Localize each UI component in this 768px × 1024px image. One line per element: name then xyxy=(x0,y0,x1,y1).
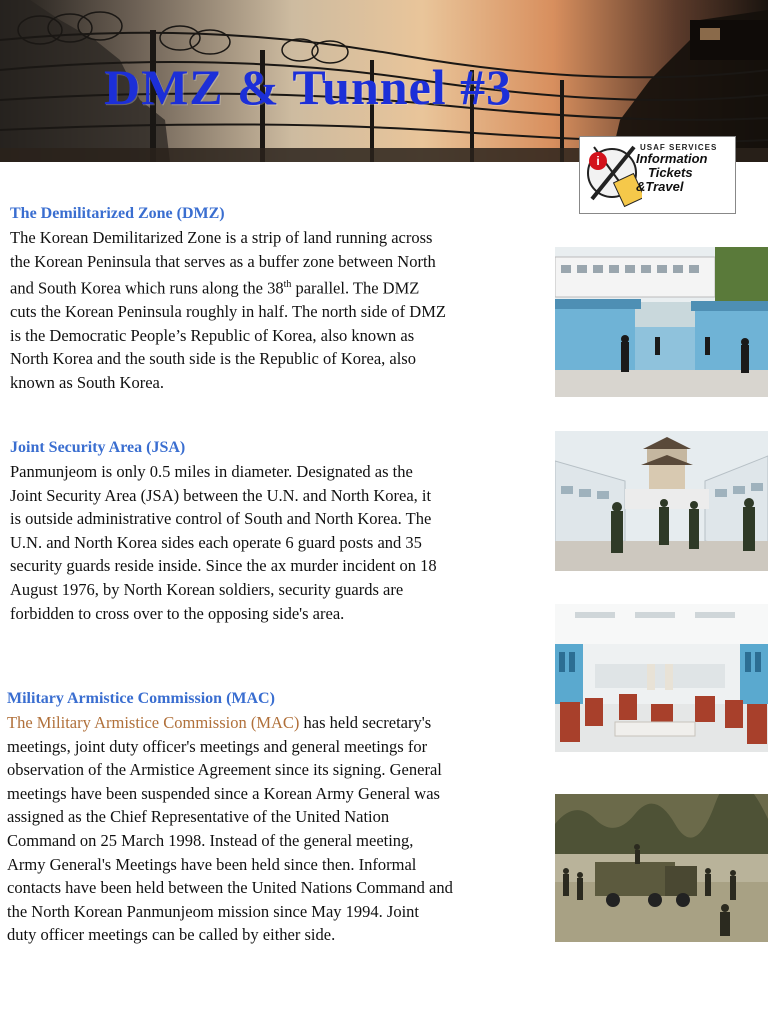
jsa-heading: Joint Security Area (JSA) xyxy=(10,439,186,456)
mac-conference-room-photo xyxy=(555,604,768,752)
mac-paragraph: The Military Armistice Commission (MAC) has held secretary's meetings, joint duty officer's meetings and general meetings for observation of the Armistice Agreement since its signing. General meetings have been suspended since a Korean Army General was assigned as the Chief Representative of the United Nation Command on 25 March 1998. Instead of the general meeting, Army General's Meetings have been held since then. Informal contacts have been held between the United Nations Command and the North Korean Panmunjeom mission since May 1994. Joint duty officer meetings can be called by either side. xyxy=(7,713,453,945)
dmz-heading: The Demilitarized Zone (DMZ) xyxy=(10,205,225,222)
mac-lead-text: The Military Armistice Commission (MAC) xyxy=(7,713,300,732)
svg-text:i: i xyxy=(596,154,600,168)
logo-services-text: USAF SERVICES xyxy=(640,143,718,152)
jsa-paragraph: Panmunjeom is only 0.5 miles in diameter. Designated as the Joint Security Area (JSA) between the U.N. and North Korea, it is outside administrative control of South and North Korea. The U.N. and North Korea sides each operate 6 guard posts and 35 security guards reside inside. Since the ax murder incident on 18 August 1976, by North Korean soldiers, security guards are forbidden to cross over to the opposing side's area. xyxy=(10,462,437,623)
page-title: DMZ & Tunnel #3 xyxy=(104,59,513,115)
dmz-buildings-photo xyxy=(555,247,768,397)
tunnel-soldiers-photo xyxy=(555,794,768,942)
compass-ticket-icon xyxy=(582,137,642,213)
mac-heading: Military Armistice Commission (MAC) xyxy=(7,690,275,707)
usaf-services-logo xyxy=(579,136,736,214)
dmz-paragraph: The Korean Demilitarized Zone is a strip of land running across the Korean Peninsula that serves as a buffer zone between North and South Korea which runs along the 38th parallel. The DMZ cuts the Korean Peninsula roughly in half. The north side of DMZ is the Democratic People’s Republic of Korea, also known as North Korea and the south side is the Republic of Korea, also known as South Korea. xyxy=(10,228,446,393)
jsa-guards-photo xyxy=(555,431,768,571)
logo-tagline: Information Tickets &Travel xyxy=(636,151,708,194)
